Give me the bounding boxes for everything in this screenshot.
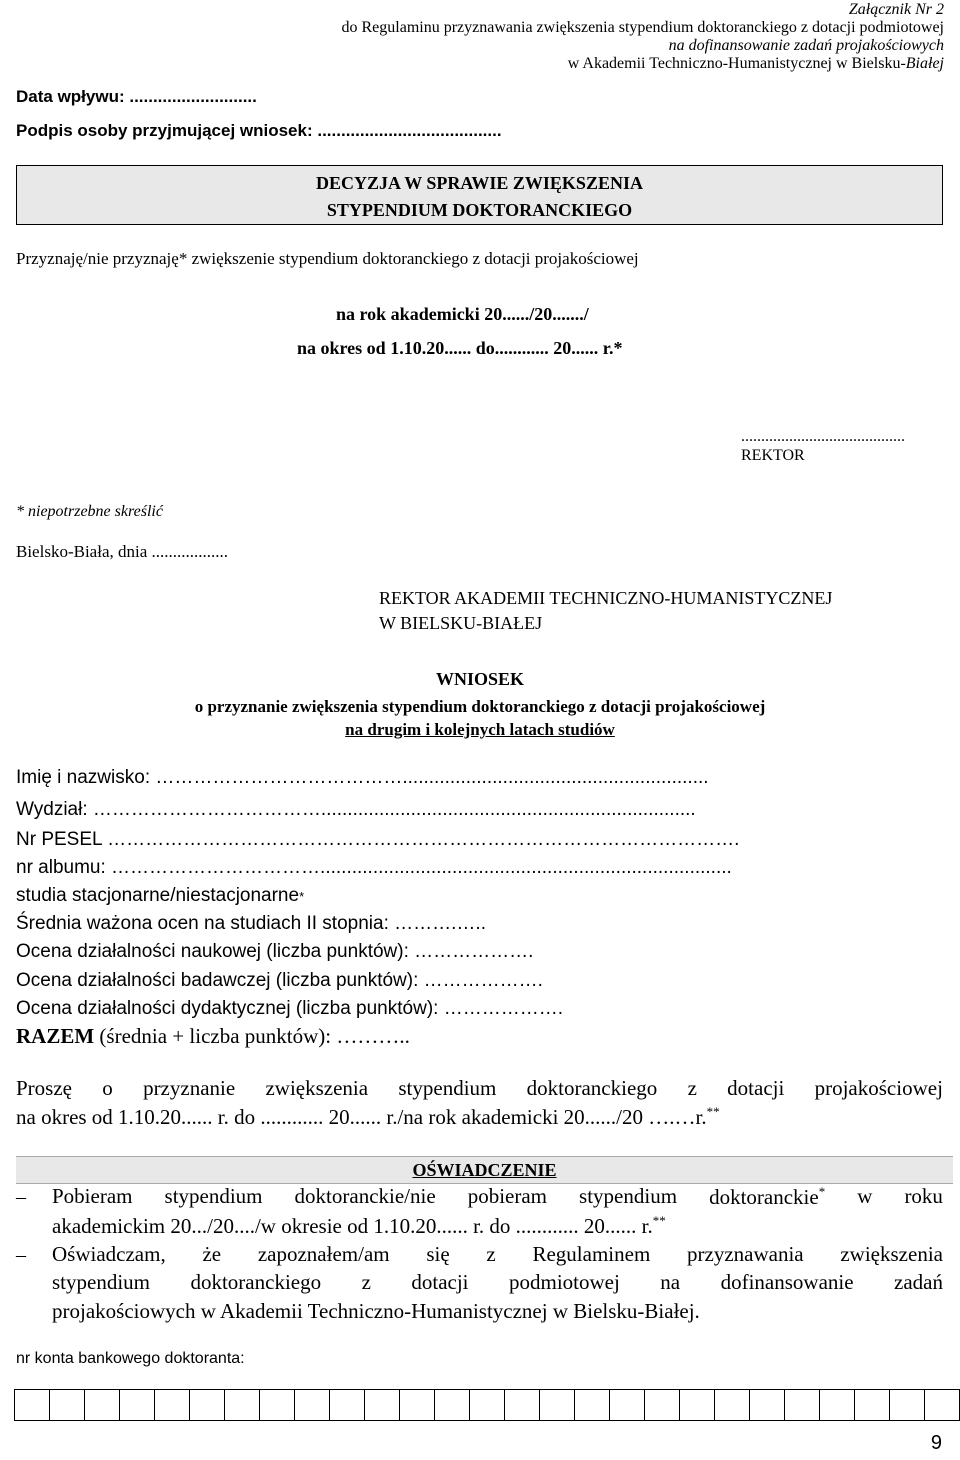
application-title: WNIOSEK xyxy=(435,669,525,689)
account-digit-cell[interactable] xyxy=(15,1390,50,1421)
regulation-purpose: na dofinansowanie zadań projakościowych xyxy=(668,37,944,54)
account-digit-cell[interactable] xyxy=(365,1390,400,1421)
account-digit-cell[interactable] xyxy=(575,1390,610,1421)
field-album-number: nr albumu: …………………………….............................................................................. xyxy=(16,857,732,878)
word: podmiotowej xyxy=(508,1270,620,1294)
account-digit-cell[interactable] xyxy=(505,1390,540,1421)
word: w xyxy=(857,1184,873,1208)
word: zadań xyxy=(894,1270,943,1294)
word: roku xyxy=(904,1184,943,1208)
word: projakościowej xyxy=(814,1076,943,1100)
place-date: Bielsko-Biała, dnia .................. xyxy=(16,542,229,561)
date-received-label: Data wpływu: ........................... xyxy=(16,87,257,106)
word: dofinansowanie xyxy=(720,1270,854,1294)
account-digit-cell[interactable] xyxy=(155,1390,190,1421)
word: Regulaminem xyxy=(532,1242,651,1266)
field-scientific-score: Ocena działalności badawczej (liczba punktów): ………………. xyxy=(16,970,543,991)
request-line2: na okres od 1.10.20...... r. do ............ 20...... r./na rok akademicki 20....../20 ….…r.** xyxy=(16,1104,720,1129)
account-digit-cell[interactable] xyxy=(540,1390,575,1421)
attachment-header xyxy=(342,0,945,73)
account-digit-cell[interactable] xyxy=(120,1390,155,1421)
word: Oświadczam, xyxy=(52,1242,166,1266)
word: z xyxy=(486,1242,496,1266)
footnote-marker: * xyxy=(818,1184,826,1199)
account-digit-cell[interactable] xyxy=(680,1390,715,1421)
account-digit-cell[interactable] xyxy=(435,1390,470,1421)
word: się xyxy=(426,1242,450,1266)
field-average-grade: Średnia ważona ocen na studiach II stopnia: ……….….. xyxy=(16,913,486,934)
request-line1 xyxy=(16,1076,943,1101)
word: przyznawania xyxy=(687,1242,804,1266)
account-digit-cell[interactable] xyxy=(855,1390,890,1421)
field-teaching-score: Ocena działalności dydaktycznej (liczba punktów): ………………. xyxy=(16,998,563,1019)
dash-bullet: – xyxy=(16,1186,26,1208)
word: stypendium xyxy=(164,1184,263,1208)
field-pesel: Nr PESEL ………………………………………………………………………………………. xyxy=(16,829,740,850)
declaration-item1-line1 xyxy=(52,1184,943,1210)
university-line: w Akademii Techniczno-Humanistycznej w Bielsku-Białej xyxy=(567,55,944,72)
regulation-reference: do Regulaminu przyznawania zwiększenia stypendium doktoranckiego z dotacji podmiotowej xyxy=(341,19,944,36)
account-digit-cell[interactable] xyxy=(330,1390,365,1421)
application-subtitle: o przyznanie zwiększenia stypendium doktoranckiego z dotacji projakościowej xyxy=(194,697,766,716)
field-faculty: Wydział: ………………………………....................................................................... xyxy=(16,799,696,820)
rector-signature-line: ......................................... xyxy=(741,428,905,445)
word: z xyxy=(361,1270,371,1294)
page-number: 9 xyxy=(930,1432,942,1454)
word: Proszę xyxy=(16,1076,72,1100)
account-digit-cell[interactable] xyxy=(890,1390,925,1421)
word: Pobieram xyxy=(52,1184,133,1208)
word: zwiększenia xyxy=(265,1076,369,1100)
word: że xyxy=(202,1242,222,1266)
account-digit-cell[interactable] xyxy=(470,1390,505,1421)
decision-period: na okres od 1.10.20...... do............ 20...... r.* xyxy=(297,338,623,358)
word: zapoznałem/am xyxy=(257,1242,390,1266)
account-digit-cell[interactable] xyxy=(750,1390,785,1421)
addressee-line1: REKTOR AKADEMII TECHNICZNO-HUMANISTYCZNEJ xyxy=(379,588,833,608)
word: stypendium xyxy=(398,1076,497,1100)
word: stypendium xyxy=(52,1270,150,1294)
declaration-item2-line1 xyxy=(52,1242,943,1267)
word: zwiększenia xyxy=(840,1242,943,1266)
word: przyznanie xyxy=(143,1076,236,1100)
word: doktoranckiego xyxy=(526,1076,658,1100)
account-digit-cell[interactable] xyxy=(785,1390,820,1421)
attachment-number: Załącznik Nr 2 xyxy=(848,1,944,18)
word: doktoranckie* xyxy=(709,1184,826,1209)
decision-academic-year: na rok akademicki 20....../20......./ xyxy=(336,304,589,324)
receiver-signature-label: Podpis osoby przyjmującej wniosek: ....................................... xyxy=(16,121,502,140)
declaration-title-bar xyxy=(16,1156,953,1184)
account-digit-cell[interactable] xyxy=(85,1390,120,1421)
word: doktoranckie/nie xyxy=(294,1184,436,1208)
field-total: RAZEM (średnia + liczba punktów): ……….. xyxy=(16,1024,410,1048)
declaration-item2-line3: projakościowych w Akademii Techniczno-Humanistycznej w Bielsku-Białej. xyxy=(52,1299,700,1323)
word: z xyxy=(687,1076,697,1100)
bank-account-grid xyxy=(14,1389,960,1421)
account-digit-cell[interactable] xyxy=(400,1390,435,1421)
field-research-score: Ocena działalności naukowej (liczba punktów): ………………. xyxy=(16,941,534,962)
account-digit-cell[interactable] xyxy=(190,1390,225,1421)
account-digit-cell[interactable] xyxy=(610,1390,645,1421)
word: dotacji xyxy=(727,1076,785,1100)
application-subtitle-years: na drugim i kolejnych latach studiów xyxy=(345,720,615,739)
account-digit-cell[interactable] xyxy=(295,1390,330,1421)
footnote-strike: * niepotrzebne skreślić xyxy=(16,503,163,520)
account-digit-cell[interactable] xyxy=(645,1390,680,1421)
account-digit-cell[interactable] xyxy=(260,1390,295,1421)
word: na xyxy=(660,1270,681,1294)
decision-title-box xyxy=(16,165,943,225)
addressee-line2: W BIELSKU-BIAŁEJ xyxy=(379,613,543,633)
word: pobieram xyxy=(467,1184,548,1208)
decision-title-line1: DECYZJA W SPRAWIE ZWIĘKSZENIA xyxy=(316,173,643,193)
decision-grant-text: Przyznaję/nie przyznaję* zwiększenie stypendium doktoranckiego z dotacji projakościowej xyxy=(16,249,639,268)
declaration-title: OŚWIADCZENIE xyxy=(412,1160,557,1180)
account-digit-cell[interactable] xyxy=(225,1390,260,1421)
word: stypendium xyxy=(579,1184,678,1208)
rector-label: REKTOR xyxy=(741,447,805,464)
field-study-mode: studia stacjonarne/niestacjonarne* xyxy=(16,885,305,906)
decision-title-line2: STYPENDIUM DOKTORANCKIEGO xyxy=(326,200,633,220)
word: dotacji xyxy=(411,1270,469,1294)
account-digit-cell[interactable] xyxy=(820,1390,855,1421)
account-digit-cell[interactable] xyxy=(715,1390,750,1421)
account-digit-cell[interactable] xyxy=(50,1390,85,1421)
declaration-item2-line2 xyxy=(52,1270,943,1295)
field-full-name: Imię i nazwisko: ………………………………….......................................................... xyxy=(16,767,709,788)
word: o xyxy=(102,1076,113,1100)
dash-bullet: – xyxy=(16,1244,26,1266)
declaration-item1-line2: akademickim 20.../20..../w okresie od 1.10.20...... r. do ............ 20...... r.** xyxy=(52,1213,666,1238)
word: doktoranckiego xyxy=(190,1270,322,1294)
account-digit-cell[interactable] xyxy=(925,1390,960,1421)
bank-account-label: nr konta bankowego doktoranta: xyxy=(16,1350,245,1367)
